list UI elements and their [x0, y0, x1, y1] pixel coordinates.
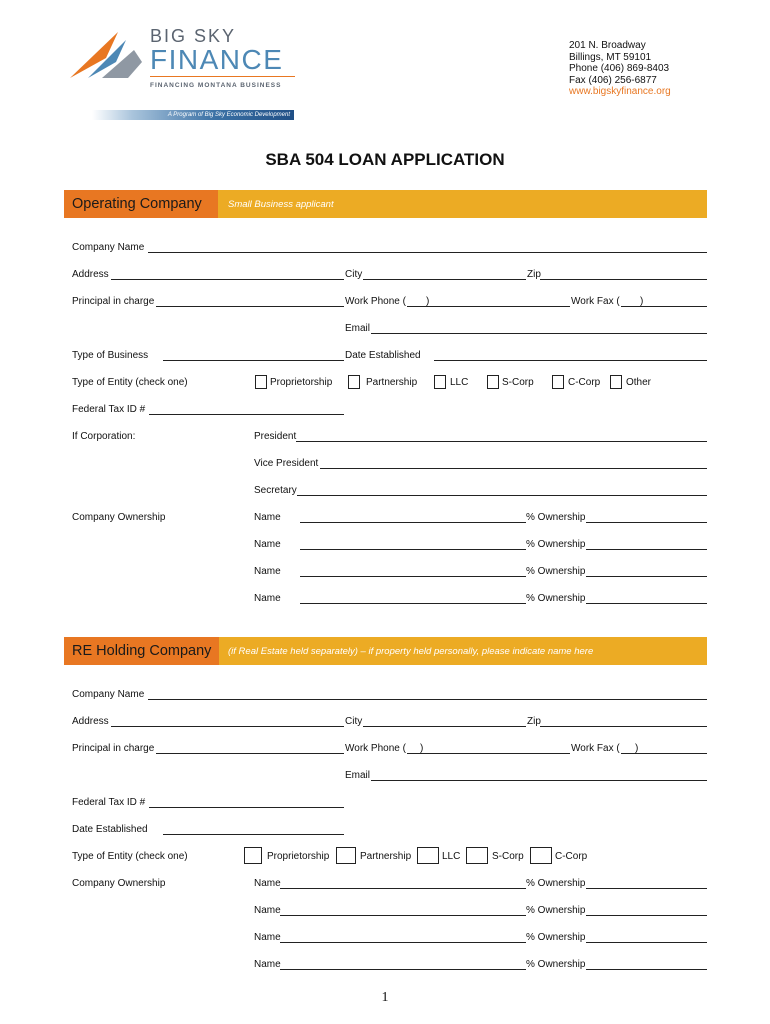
- entity-c-corp-label: C-Corp: [568, 377, 601, 388]
- email-field[interactable]: [371, 333, 707, 334]
- re-email-field[interactable]: [371, 780, 707, 781]
- re-type-entity-label: Type of Entity (check one): [72, 851, 188, 862]
- re-owner-pct-label: % Ownership: [526, 878, 586, 889]
- re-owner-pct-label: % Ownership: [526, 959, 586, 970]
- re-owner-pct-field[interactable]: [586, 969, 707, 970]
- work-fax-paren: ): [640, 296, 644, 307]
- re-checkbox-llc[interactable]: [417, 847, 439, 864]
- work-fax-label: Work Fax (: [571, 296, 620, 307]
- address-field[interactable]: [111, 279, 344, 280]
- owner-pct-label: % Ownership: [526, 593, 586, 604]
- page-number: 1: [381, 990, 389, 1005]
- re-entity-llc-label: LLC: [442, 851, 461, 862]
- re-checkbox-s-corp[interactable]: [466, 847, 488, 864]
- mountain-logo-icon: [66, 28, 150, 80]
- zip-label: Zip: [527, 269, 541, 280]
- logo-rule: [150, 76, 295, 77]
- city-field[interactable]: [363, 279, 526, 280]
- federal-tax-field[interactable]: [149, 414, 344, 415]
- re-address-field[interactable]: [111, 726, 344, 727]
- re-checkbox-partnership[interactable]: [336, 847, 356, 864]
- address-label: Address: [72, 269, 109, 280]
- date-established-label: Date Established: [345, 350, 421, 361]
- secretary-field[interactable]: [297, 495, 707, 496]
- checkbox-llc[interactable]: [434, 375, 446, 389]
- company-name-label: Company Name: [72, 242, 145, 253]
- re-city-field[interactable]: [363, 726, 526, 727]
- federal-tax-label: Federal Tax ID #: [72, 404, 146, 415]
- re-owner-pct-label: % Ownership: [526, 932, 586, 943]
- work-fax-field[interactable]: [621, 306, 707, 307]
- work-phone-label: Work Phone (: [345, 296, 406, 307]
- company-name-field[interactable]: [148, 252, 707, 253]
- re-city-label: City: [345, 716, 363, 727]
- re-holding-note: (if Real Estate held separately) – if property held personally, please indicate name here: [228, 646, 594, 657]
- operating-company-tab: Operating Company: [64, 190, 218, 218]
- owner-name-label: Name: [254, 512, 281, 523]
- re-email-label: Email: [345, 770, 371, 781]
- entity-partnership-label: Partnership: [366, 377, 418, 388]
- re-company-ownership-label: Company Ownership: [72, 878, 166, 889]
- re-owner-pct-field[interactable]: [586, 942, 707, 943]
- re-entity-s-corp-label: S-Corp: [492, 851, 524, 862]
- owner-name-label: Name: [254, 566, 281, 577]
- re-federal-tax-label: Federal Tax ID #: [72, 797, 146, 808]
- owner-name-field[interactable]: [300, 576, 526, 577]
- owner-pct-field[interactable]: [586, 603, 707, 604]
- checkbox-s-corp[interactable]: [487, 375, 499, 389]
- work-phone-field[interactable]: [407, 306, 570, 307]
- re-owner-name-field[interactable]: [280, 969, 526, 970]
- if-corporation-label: If Corporation:: [72, 431, 136, 442]
- president-field[interactable]: [296, 441, 707, 442]
- re-holding-tab: RE Holding Company: [64, 637, 219, 665]
- re-date-established-field[interactable]: [163, 834, 344, 835]
- address-phone: Phone (406) 869-8403: [569, 63, 670, 74]
- re-principal-field[interactable]: [156, 753, 344, 754]
- website-link[interactable]: www.bigskyfinance.org: [569, 86, 671, 97]
- operating-company-banner: [64, 190, 707, 218]
- address-street: 201 N. Broadway: [569, 40, 646, 51]
- program-bar: [92, 110, 294, 120]
- re-date-established-label: Date Established: [72, 824, 148, 835]
- zip-field[interactable]: [540, 279, 707, 280]
- principal-field[interactable]: [156, 306, 344, 307]
- secretary-label: Secretary: [254, 485, 297, 496]
- owner-name-label: Name: [254, 539, 281, 550]
- re-company-name-field[interactable]: [148, 699, 707, 700]
- address-block: [569, 40, 671, 98]
- email-label: Email: [345, 323, 371, 334]
- re-owner-name-field[interactable]: [280, 915, 526, 916]
- re-work-fax-label: Work Fax (: [571, 743, 620, 754]
- re-owner-name-label: Name: [254, 878, 281, 889]
- re-holding-banner: [64, 637, 707, 665]
- date-established-field[interactable]: [434, 360, 707, 361]
- owner-pct-label: % Ownership: [526, 566, 586, 577]
- owner-name-field[interactable]: [300, 522, 526, 523]
- work-phone-paren: ): [426, 296, 430, 307]
- re-zip-field[interactable]: [540, 726, 707, 727]
- address-fax: Fax (406) 256-6877: [569, 74, 657, 86]
- entity-llc-label: LLC: [450, 377, 469, 388]
- re-owner-name-label: Name: [254, 959, 281, 970]
- logo-word-big-sky: BIG SKY: [150, 26, 237, 46]
- re-zip-label: Zip: [527, 716, 541, 727]
- re-work-fax-field[interactable]: [621, 753, 707, 754]
- program-text: A Program of Big Sky Economic Development: [167, 112, 290, 118]
- owner-pct-field[interactable]: [586, 549, 707, 550]
- re-owner-name-field[interactable]: [280, 888, 526, 889]
- entity-other-label: Other: [626, 377, 652, 388]
- owner-name-field[interactable]: [300, 549, 526, 550]
- re-checkbox-c-corp[interactable]: [530, 847, 552, 864]
- re-work-phone-paren: ): [420, 743, 424, 754]
- re-principal-label: Principal in charge: [72, 743, 155, 754]
- re-federal-tax-field[interactable]: [149, 807, 344, 808]
- re-work-fax-paren: ): [635, 743, 639, 754]
- entity-s-corp-label: S-Corp: [502, 377, 534, 388]
- re-owner-pct-field[interactable]: [586, 915, 707, 916]
- re-entity-partnership-label: Partnership: [360, 851, 412, 862]
- owner-pct-field[interactable]: [586, 576, 707, 577]
- checkbox-other[interactable]: [610, 375, 622, 389]
- type-business-label: Type of Business: [72, 350, 149, 361]
- principal-label: Principal in charge: [72, 296, 155, 307]
- owner-name-field[interactable]: [300, 603, 526, 604]
- re-company-name-label: Company Name: [72, 689, 145, 700]
- owner-pct-label: % Ownership: [526, 512, 586, 523]
- owner-pct-field[interactable]: [586, 522, 707, 523]
- page-title: SBA 504 LOAN APPLICATION: [265, 150, 505, 169]
- re-owner-pct-field[interactable]: [586, 888, 707, 889]
- re-work-phone-field[interactable]: [407, 753, 570, 754]
- re-checkbox-proprietorship[interactable]: [244, 847, 262, 864]
- re-owner-name-label: Name: [254, 932, 281, 943]
- city-label: City: [345, 269, 363, 280]
- logo-word-finance: FINANCE: [150, 44, 284, 75]
- re-owner-name-field[interactable]: [280, 942, 526, 943]
- address-city: Billings, MT 59101: [569, 51, 652, 63]
- company-ownership-label: Company Ownership: [72, 512, 166, 523]
- owner-name-label: Name: [254, 593, 281, 604]
- re-entity-proprietorship-label: Proprietorship: [267, 851, 330, 862]
- re-address-label: Address: [72, 716, 109, 727]
- vice-president-label: Vice President: [254, 458, 319, 469]
- owner-pct-label: % Ownership: [526, 539, 586, 550]
- re-owner-name-label: Name: [254, 905, 281, 916]
- entity-proprietorship-label: Proprietorship: [270, 377, 333, 388]
- re-owner-pct-label: % Ownership: [526, 905, 586, 916]
- operating-company-note: Small Business applicant: [228, 199, 334, 210]
- president-label: President: [254, 431, 297, 442]
- logo-tagline: FINANCING MONTANA BUSINESS: [150, 82, 282, 89]
- type-business-field[interactable]: [163, 360, 344, 361]
- re-work-phone-label: Work Phone (: [345, 743, 406, 754]
- re-entity-c-corp-label: C-Corp: [555, 851, 588, 862]
- checkbox-c-corp[interactable]: [552, 375, 564, 389]
- vice-president-field[interactable]: [320, 468, 707, 469]
- checkbox-partnership[interactable]: [348, 375, 360, 389]
- type-entity-label: Type of Entity (check one): [72, 377, 188, 388]
- checkbox-proprietorship[interactable]: [255, 375, 267, 389]
